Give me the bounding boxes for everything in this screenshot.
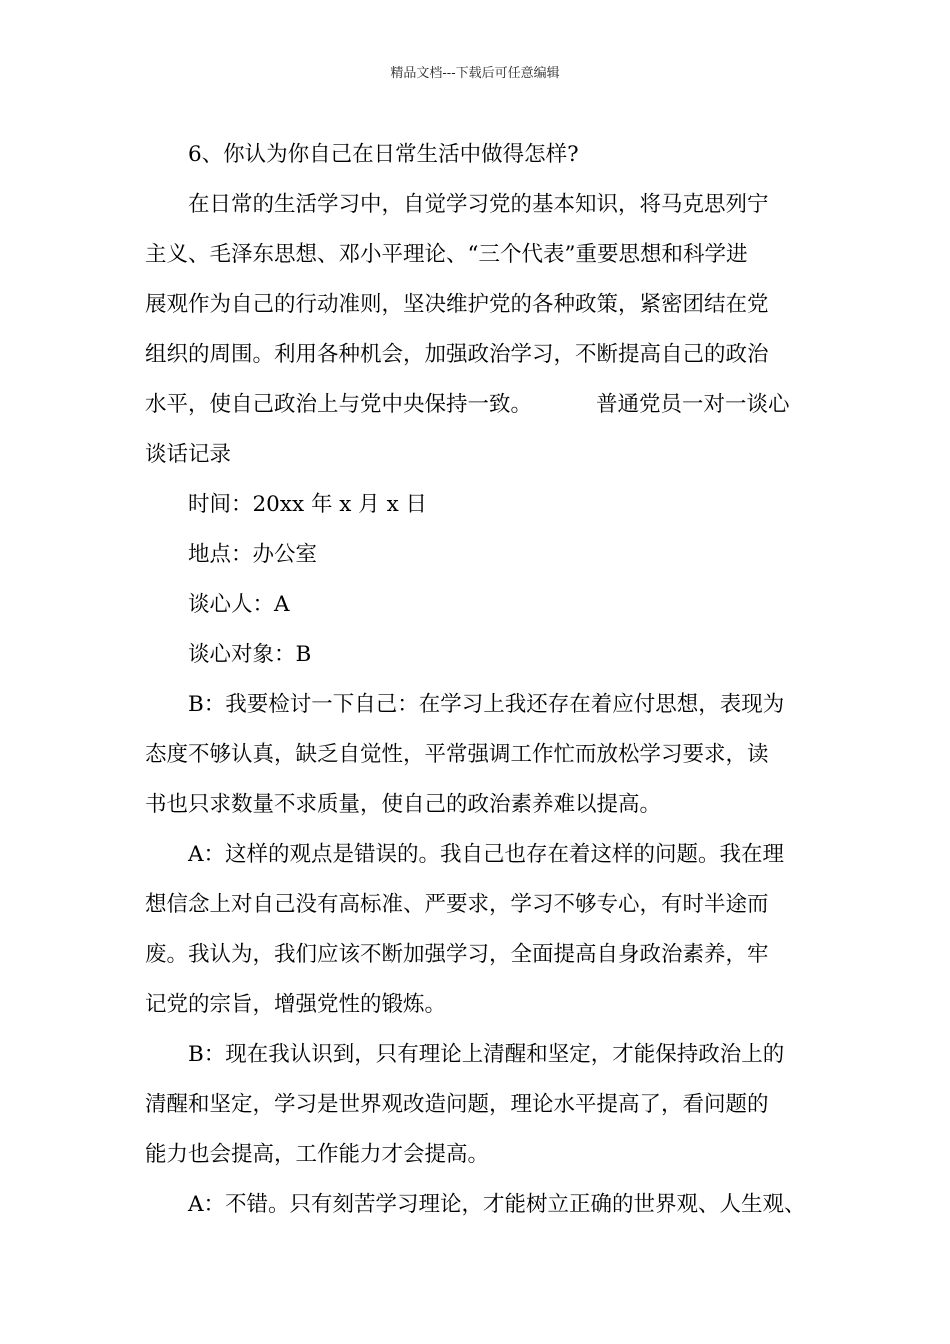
dialogue-a-2 — [145, 1180, 810, 1230]
text-line: 谈心对象：B — [188, 642, 312, 667]
text-fragment: 水平，使自己政治上与党中央保持一致。 — [145, 392, 533, 417]
paragraph-question-6 — [145, 130, 810, 180]
text-line: 记党的宗旨，增强党性的锻炼。 — [145, 992, 447, 1017]
talker — [145, 580, 810, 630]
text-line: 清醒和坚定，学习是世界观改造问题，理论水平提高了，看问题的 — [145, 1092, 769, 1117]
dialogue-b-1 — [145, 680, 810, 830]
text-line: 展观作为自己的行动准则，坚决维护党的各种政策，紧密团结在党 — [145, 292, 769, 317]
text-line: 6、你认为你自己在日常生活中做得怎样? — [188, 142, 579, 167]
text-line: B：我要检讨一下自己：在学习上我还存在着应付思想，表现为 — [188, 692, 785, 717]
text-line: A：不错。只有刻苦学习理论，才能树立正确的世界观、人生观、 — [188, 1192, 806, 1217]
meeting-location — [145, 530, 810, 580]
text-line: 书也只求数量不求质量，使自己的政治素养难以提高。 — [145, 792, 662, 817]
text-line: 谈心人：A — [188, 592, 290, 617]
text-line: 废。我认为，我们应该不断加强学习，全面提高自身政治素养，牢 — [145, 942, 769, 967]
text-line: 能力也会提高，工作能力才会提高。 — [145, 1142, 490, 1167]
text-line: A：这样的观点是错误的。我自己也存在着这样的问题。我在理 — [188, 842, 785, 867]
text-line: 地点：办公室 — [188, 542, 318, 567]
text-line-with-title — [145, 380, 810, 430]
section-title-part: 普通党员一对一谈心 — [596, 392, 790, 417]
section-title-part: 谈话记录 — [145, 442, 232, 467]
document-body — [145, 130, 810, 1230]
meeting-time — [145, 480, 810, 530]
text-line: 组织的周围。利用各种机会，加强政治学习，不断提高自己的政治 — [145, 342, 769, 367]
text-line: 想信念上对自己没有高标准、严要求，学习不够专心，有时半途而 — [145, 892, 769, 917]
talk-target — [145, 630, 810, 680]
dialogue-a-1 — [145, 830, 810, 1030]
text-line: 态度不够认真，缺乏自觉性，平常强调工作忙而放松学习要求，读 — [145, 742, 769, 767]
text-line: 在日常的生活学习中，自觉学习党的基本知识，将马克思列宁 — [188, 192, 769, 217]
dialogue-b-2 — [145, 1030, 810, 1180]
page-header: 精品文档---下载后可任意编辑 — [390, 66, 560, 81]
paragraph-answer-6 — [145, 180, 810, 480]
text-line: 主义、毛泽东思想、邓小平理论、“三个代表”重要思想和科学进 — [145, 242, 748, 267]
text-line: B：现在我认识到，只有理论上清醒和坚定，才能保持政治上的 — [188, 1042, 785, 1067]
text-line: 时间：20xx 年 x 月 x 日 — [188, 492, 428, 517]
